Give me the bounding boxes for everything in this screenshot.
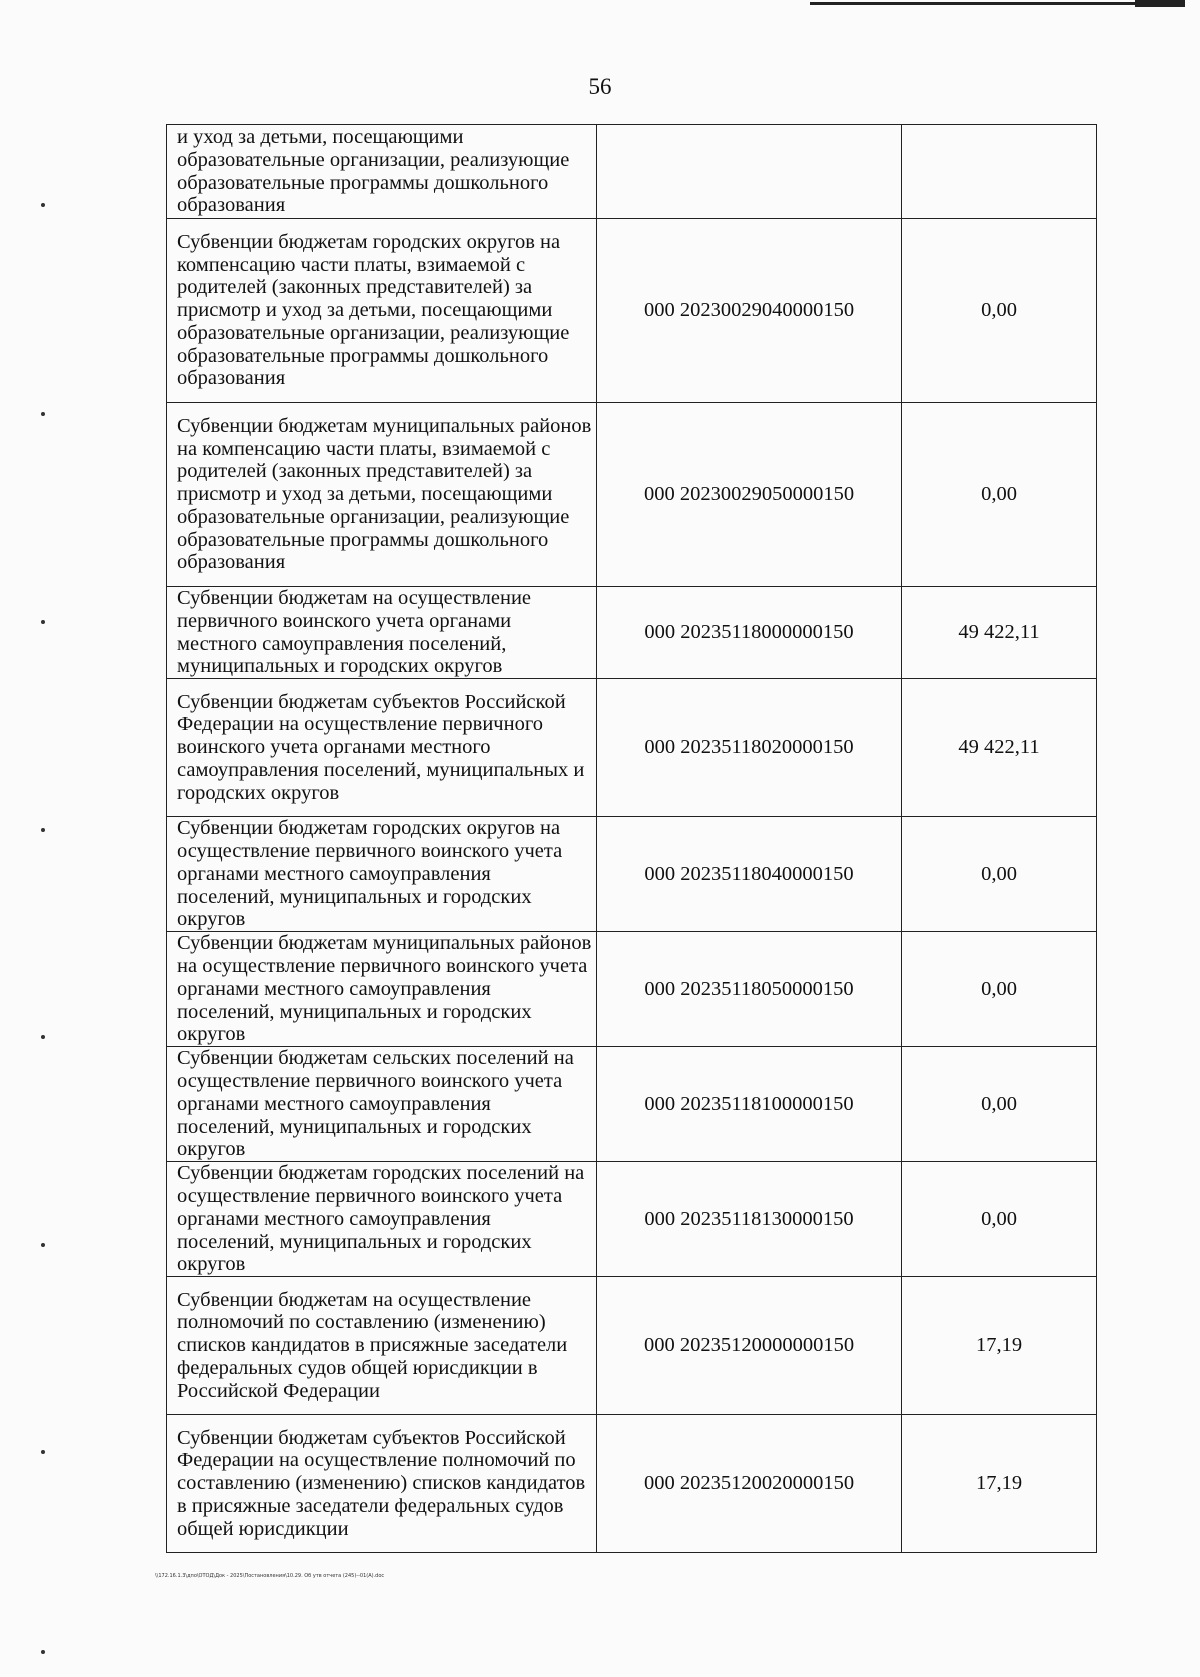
table-row xyxy=(167,403,1097,587)
row-description: Субвенции бюджетам городских округов на компенсацию части платы, взимаемой с родителей (законных представителей) за присмотр и уход за детьми, посещающими образовательные организации, реализующие образовательные программы дошкольного образования xyxy=(167,219,597,403)
scan-dot xyxy=(41,828,45,832)
row-code: 000 20235120020000150 xyxy=(597,1415,902,1553)
scan-dot xyxy=(41,203,45,207)
table-row xyxy=(167,1415,1097,1553)
top-rule xyxy=(810,2,1185,5)
row-code: 000 20235118020000150 xyxy=(597,679,902,817)
row-amount: 0,00 xyxy=(902,219,1097,403)
top-rule-mark xyxy=(1135,0,1185,7)
row-code: 000 20235118130000150 xyxy=(597,1162,902,1277)
row-description: Субвенции бюджетам на осуществление первичного воинского учета органами местного самоуправления поселений, муниципальных и городских округов xyxy=(167,587,597,679)
row-amount: 0,00 xyxy=(902,403,1097,587)
row-description: Субвенции бюджетам на осуществление полномочий по составлению (изменению) списков кандидатов в присяжные заседатели федеральных судов общей юрисдикции в Российской Федерации xyxy=(167,1277,597,1415)
row-amount: 49 422,11 xyxy=(902,587,1097,679)
row-description: Субвенции бюджетам городских поселений на осуществление первичного воинского учета органами местного самоуправления поселений, муниципальных и городских округов xyxy=(167,1162,597,1277)
table-row xyxy=(167,125,1097,219)
budget-table xyxy=(166,124,1097,1553)
row-amount: 0,00 xyxy=(902,1047,1097,1162)
row-amount: 17,19 xyxy=(902,1277,1097,1415)
table-row xyxy=(167,219,1097,403)
row-code: 000 20235120000000150 xyxy=(597,1277,902,1415)
row-amount xyxy=(902,125,1097,219)
table-row xyxy=(167,1277,1097,1415)
table-row xyxy=(167,817,1097,932)
row-code: 000 20230029050000150 xyxy=(597,403,902,587)
page-number: 56 xyxy=(588,74,612,99)
row-amount: 0,00 xyxy=(902,817,1097,932)
row-code: 000 20235118000000150 xyxy=(597,587,902,679)
row-code: 000 20230029040000150 xyxy=(597,219,902,403)
row-description: Субвенции бюджетам субъектов Российской Федерации на осуществление полномочий по составлению (изменению) списков кандидатов в присяжные заседатели федеральных судов общей юрисдикции xyxy=(167,1415,597,1553)
scan-dot xyxy=(41,1450,45,1454)
scan-dot xyxy=(41,1650,45,1654)
scan-dot xyxy=(41,412,45,416)
scan-dot xyxy=(41,1243,45,1247)
table-row xyxy=(167,679,1097,817)
row-amount: 49 422,11 xyxy=(902,679,1097,817)
row-description: Субвенции бюджетам муниципальных районов на осуществление первичного воинского учета органами местного самоуправления поселений, муниципальных и городских округов xyxy=(167,932,597,1047)
row-description: Субвенции бюджетам городских округов на осуществление первичного воинского учета органами местного самоуправления поселений, муниципальных и городских округов xyxy=(167,817,597,932)
row-description: и уход за детьми, посещающими образовательные организации, реализующие образовательные программы дошкольного образования xyxy=(167,125,597,219)
table-row xyxy=(167,587,1097,679)
table-row xyxy=(167,932,1097,1047)
footer-file-path: \\172.16.1.3\дпо\ОТОД\Док - 2025\Постановления\10.29. Об утв отчета (245)--01(А).doc xyxy=(155,1573,385,1579)
scan-dot xyxy=(41,620,45,624)
row-description: Субвенции бюджетам муниципальных районов на компенсацию части платы, взимаемой с родителей (законных представителей) за присмотр и уход за детьми, посещающими образовательные организации, реализующие образовательные программы дошкольного образования xyxy=(167,403,597,587)
row-amount: 0,00 xyxy=(902,1162,1097,1277)
table-row xyxy=(167,1162,1097,1277)
table-row xyxy=(167,1047,1097,1162)
row-description: Субвенции бюджетам сельских поселений на осуществление первичного воинского учета органами местного самоуправления поселений, муниципальных и городских округов xyxy=(167,1047,597,1162)
row-description: Субвенции бюджетам субъектов Российской Федерации на осуществление первичного воинского учета органами местного самоуправления поселений, муниципальных и городских округов xyxy=(167,679,597,817)
row-code xyxy=(597,125,902,219)
row-code: 000 20235118100000150 xyxy=(597,1047,902,1162)
scan-dot xyxy=(41,1035,45,1039)
row-code: 000 20235118040000150 xyxy=(597,817,902,932)
row-amount: 17,19 xyxy=(902,1415,1097,1553)
row-amount: 0,00 xyxy=(902,932,1097,1047)
row-code: 000 20235118050000150 xyxy=(597,932,902,1047)
